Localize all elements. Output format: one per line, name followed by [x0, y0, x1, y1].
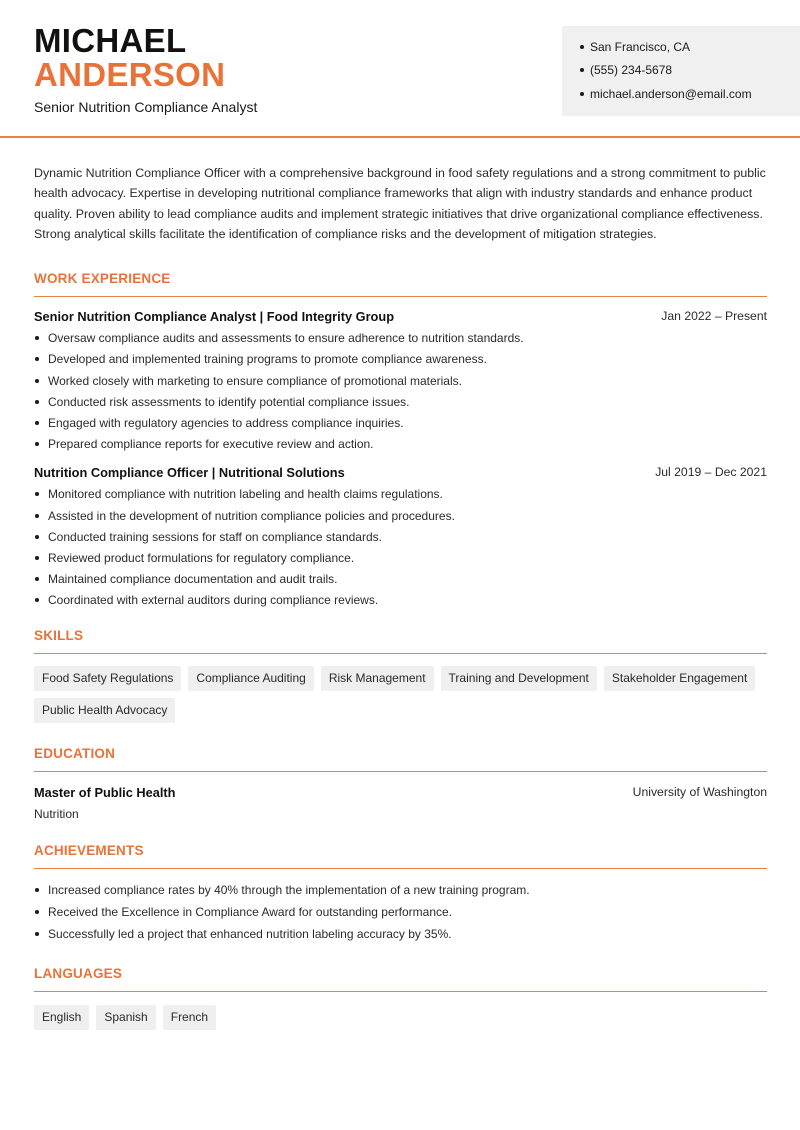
achievement-list — [34, 879, 767, 945]
bullet-text: Developed and implemented training programs to promote compliance awareness. — [48, 352, 487, 367]
bullet-icon — [35, 400, 39, 404]
summary-paragraph: Dynamic Nutrition Compliance Officer with a comprehensive background in food safety regulations and a strong commitment to public health advocacy. Expertise in developing nutritional compliance frameworks that align with industry standards and enhance product quality. Proven ability to lead compliance audits and implement strategic initiatives that drive organizational compliance effectiveness. Strong analytical skills facilitate the identification of compliance risks and the development of mitigation strategies. — [34, 166, 766, 242]
job-dates: Jul 2019 – Dec 2021 — [655, 465, 767, 480]
bullet-text: Maintained compliance documentation and audit trails. — [48, 572, 338, 587]
bullet-icon — [35, 910, 39, 914]
language-tag: French — [163, 1005, 216, 1030]
bullet-icon — [35, 535, 39, 539]
first-name: MICHAEL — [34, 22, 187, 59]
education-section — [34, 746, 767, 821]
bullet-text: Engaged with regulatory agencies to address compliance inquiries. — [48, 415, 404, 430]
work-experience-section — [34, 271, 767, 611]
bullet-text: Coordinated with external auditors during compliance reviews. — [48, 593, 379, 608]
contact-location — [580, 35, 800, 59]
list-item — [34, 328, 767, 349]
bullet-icon — [35, 357, 39, 361]
section-divider — [34, 771, 767, 772]
job-title: Senior Nutrition Compliance Analyst — [34, 99, 258, 115]
bullet-icon — [580, 68, 584, 72]
list-item — [34, 434, 767, 455]
language-tags — [34, 1005, 767, 1030]
list-item — [34, 505, 767, 526]
bullet-text: Successfully led a project that enhanced nutrition labeling accuracy by 35%. — [48, 926, 452, 941]
bullet-text: Worked closely with marketing to ensure compliance of promotional materials. — [48, 373, 462, 388]
list-item — [34, 412, 767, 433]
list-item — [34, 590, 767, 611]
phone-text: (555) 234-5678 — [590, 63, 673, 78]
job-role: Senior Nutrition Compliance Analyst | Food Integrity Group — [34, 308, 395, 324]
contact-phone — [580, 59, 800, 83]
section-title: EDUCATION — [34, 745, 116, 761]
bullet-icon — [35, 442, 39, 446]
section-divider — [34, 868, 767, 869]
bullet-text: Prepared compliance reports for executive review and action. — [48, 437, 374, 452]
list-item — [34, 879, 767, 901]
list-item — [34, 569, 767, 590]
job-entry — [34, 309, 767, 455]
resume-header — [0, 0, 800, 138]
list-item — [34, 349, 767, 370]
skills-section — [34, 628, 767, 723]
bullet-icon — [35, 514, 39, 518]
bullet-text: Reviewed product formulations for regulatory compliance. — [48, 550, 355, 565]
bullet-icon — [35, 492, 39, 496]
education-entry — [34, 785, 767, 821]
skill-tag: Public Health Advocacy — [34, 698, 175, 723]
contact-email — [580, 82, 800, 106]
bullet-icon — [35, 932, 39, 936]
section-divider — [34, 653, 767, 654]
degree: Master of Public Health — [34, 784, 176, 800]
school: University of Washington — [632, 785, 767, 800]
bullet-text: Increased compliance rates by 40% through the implementation of a new training program. — [48, 882, 530, 897]
job-bullets — [34, 328, 767, 455]
skill-tag: Food Safety Regulations — [34, 666, 181, 691]
bullet-icon — [35, 421, 39, 425]
skill-tag: Stakeholder Engagement — [604, 666, 755, 691]
list-item — [34, 370, 767, 391]
contact-box — [562, 26, 800, 116]
language-tag: English — [34, 1005, 89, 1030]
list-item — [34, 547, 767, 568]
last-name: ANDERSON — [34, 56, 226, 93]
skill-tag: Risk Management — [321, 666, 434, 691]
section-title: WORK EXPERIENCE — [34, 270, 171, 286]
bullet-text: Conducted training sessions for staff on compliance standards. — [48, 529, 382, 544]
section-title: SKILLS — [34, 627, 84, 643]
resume-body — [34, 163, 767, 1030]
achievements-section — [34, 843, 767, 945]
job-role: Nutrition Compliance Officer | Nutritional Solutions — [34, 464, 345, 480]
list-item — [34, 526, 767, 547]
bullet-icon — [35, 598, 39, 602]
skill-tags — [34, 666, 767, 723]
bullet-icon — [35, 888, 39, 892]
section-title: LANGUAGES — [34, 965, 123, 981]
field-of-study: Nutrition — [34, 806, 79, 821]
location-text: San Francisco, CA — [590, 39, 691, 54]
bullet-icon — [580, 92, 584, 96]
bullet-icon — [35, 379, 39, 383]
bullet-icon — [35, 336, 39, 340]
list-item — [34, 923, 767, 945]
bullet-text: Monitored compliance with nutrition labeling and health claims regulations. — [48, 487, 443, 502]
section-divider — [34, 991, 767, 992]
section-title: ACHIEVEMENTS — [34, 842, 144, 858]
candidate-name — [34, 24, 225, 92]
job-dates: Jan 2022 – Present — [661, 309, 767, 324]
bullet-text: Received the Excellence in Compliance Award for outstanding performance. — [48, 904, 453, 919]
job-bullets — [34, 484, 767, 611]
bullet-text: Oversaw compliance audits and assessments to ensure adherence to nutrition standards. — [48, 331, 524, 346]
language-tag: Spanish — [96, 1005, 155, 1030]
list-item — [34, 901, 767, 923]
list-item — [34, 484, 767, 505]
section-divider — [34, 296, 767, 297]
bullet-icon — [35, 556, 39, 560]
list-item — [34, 391, 767, 412]
bullet-text: Conducted risk assessments to identify potential compliance issues. — [48, 394, 410, 409]
skill-tag: Compliance Auditing — [188, 666, 313, 691]
skill-tag: Training and Development — [441, 666, 597, 691]
languages-section — [34, 966, 767, 1030]
bullet-icon — [580, 45, 584, 49]
email-text: michael.anderson@email.com — [590, 86, 752, 101]
bullet-text: Assisted in the development of nutrition compliance policies and procedures. — [48, 508, 455, 523]
bullet-icon — [35, 577, 39, 581]
job-entry — [34, 465, 767, 611]
